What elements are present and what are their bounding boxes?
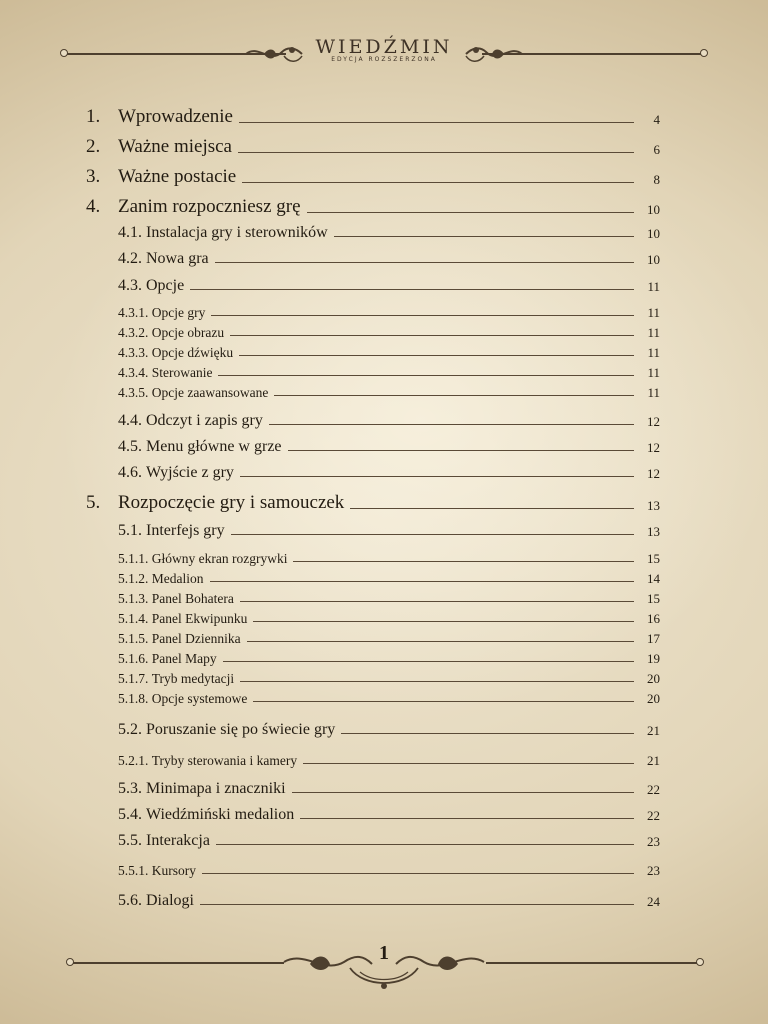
- toc-entry[interactable]: [86, 166, 660, 188]
- toc-number: 4.1.: [118, 224, 142, 241]
- toc-leader: [216, 844, 634, 845]
- toc-leader: [247, 641, 634, 642]
- toc-leader: [274, 395, 634, 396]
- toc-title: Zanim rozpoczniesz grę: [118, 196, 301, 217]
- toc-number: 5.6.: [118, 892, 142, 909]
- toc-page-number: 21: [647, 723, 660, 738]
- toc-number: 5.1.3.: [118, 591, 149, 606]
- toc-leader: [215, 262, 634, 263]
- toc-title: Ważne postacie: [118, 166, 237, 187]
- toc-number: 4.3.1.: [118, 305, 149, 320]
- toc-page-number: 16: [647, 611, 660, 626]
- toc-title: Opcje gry: [151, 305, 206, 320]
- toc-number: 5.1.7.: [118, 671, 149, 686]
- toc-page-number: 23: [647, 863, 660, 878]
- toc-title: Menu główne w grze: [146, 438, 282, 455]
- toc-page-number: 11: [647, 345, 660, 360]
- toc-entry[interactable]: [86, 591, 660, 607]
- toc-entry[interactable]: [86, 651, 660, 667]
- toc-page-number: 19: [647, 651, 660, 666]
- toc-page-number: 13: [647, 498, 660, 513]
- toc-number: 4.3.2.: [118, 325, 149, 340]
- toc-entry[interactable]: [86, 277, 660, 295]
- toc-leader: [303, 763, 634, 764]
- toc-number: 4.3.3.: [118, 345, 149, 360]
- toc-page-number: 20: [647, 691, 660, 706]
- toc-number: 1.: [86, 106, 101, 127]
- toc-title: Wyjście z gry: [146, 464, 234, 481]
- toc-title: Interfejs gry: [146, 522, 225, 539]
- toc-page-number: 11: [647, 279, 660, 294]
- toc-number: 4.3.4.: [118, 365, 149, 380]
- toc-page-number: 12: [647, 466, 660, 481]
- toc-page-number: 21: [647, 753, 660, 768]
- toc-leader: [238, 152, 634, 153]
- toc-title: Medalion: [151, 571, 204, 586]
- toc-leader: [300, 818, 634, 819]
- toc-entry[interactable]: [86, 250, 660, 268]
- toc-leader: [239, 355, 634, 356]
- toc-title: Opcje systemowe: [151, 691, 248, 706]
- toc-leader: [200, 904, 634, 905]
- toc-page-number: 11: [647, 385, 660, 400]
- game-logo: [0, 36, 768, 63]
- logo-subtitle: EDYCJA ROZSZERZONA: [331, 56, 437, 63]
- toc-entry[interactable]: [86, 780, 660, 798]
- toc-title: Opcje zaawansowane: [151, 385, 269, 400]
- toc-leader: [293, 561, 634, 562]
- toc-page-number: 10: [647, 202, 660, 217]
- toc-leader: [223, 661, 634, 662]
- toc-leader: [202, 873, 634, 874]
- toc-title: Interakcja: [146, 832, 210, 849]
- toc-number: 5.4.: [118, 806, 142, 823]
- toc-number: 5.1.6.: [118, 651, 149, 666]
- toc-number: 5.1.2.: [118, 571, 149, 586]
- toc-page-number: 6: [653, 142, 660, 157]
- toc-leader: [230, 335, 634, 336]
- toc-entry[interactable]: [86, 551, 660, 567]
- toc-page-number: 20: [647, 671, 660, 686]
- toc-number: 4.3.5.: [118, 385, 149, 400]
- page-footer: [0, 936, 768, 996]
- toc-leader: [269, 424, 634, 425]
- toc-entry[interactable]: [86, 196, 660, 218]
- toc-page-number: 11: [647, 365, 660, 380]
- toc-number: 5.3.: [118, 780, 142, 797]
- toc-page-number: 15: [647, 591, 660, 606]
- page-header: [0, 34, 768, 74]
- toc-leader: [231, 534, 634, 535]
- toc-page-number: 10: [647, 226, 660, 241]
- toc-entry[interactable]: [86, 365, 660, 381]
- toc-entry[interactable]: [86, 721, 660, 739]
- toc-title: Dialogi: [146, 892, 194, 909]
- toc-title: Opcje dźwięku: [151, 345, 234, 360]
- toc-title: Wiedźmiński medalion: [146, 806, 295, 823]
- toc-entry[interactable]: [86, 305, 660, 321]
- toc-leader: [210, 581, 635, 582]
- toc-page-number: 23: [647, 834, 660, 849]
- toc-leader: [292, 792, 634, 793]
- toc-leader: [239, 122, 634, 123]
- toc-page-number: 15: [647, 551, 660, 566]
- toc-leader: [242, 182, 634, 183]
- toc-leader: [341, 733, 634, 734]
- toc-page-number: 8: [653, 172, 660, 187]
- toc-entry[interactable]: [86, 671, 660, 687]
- toc-number: 5.: [86, 492, 101, 513]
- toc-number: 4.3.: [118, 277, 142, 294]
- toc-number: 5.5.: [118, 832, 142, 849]
- toc-page-number: 12: [647, 440, 660, 455]
- toc-entry[interactable]: [86, 106, 660, 128]
- toc-title: Ważne miejsca: [118, 136, 232, 157]
- toc-title: Opcje: [146, 277, 185, 294]
- toc-title: Instalacja gry i sterowników: [146, 224, 328, 241]
- toc-title: Kursory: [151, 863, 196, 878]
- toc-entry[interactable]: [86, 464, 660, 482]
- page-number: 1: [379, 942, 389, 964]
- toc-number: 4.2.: [118, 250, 142, 267]
- toc-leader: [240, 681, 634, 682]
- toc-leader: [307, 212, 634, 213]
- toc-leader: [240, 476, 634, 477]
- toc-entry[interactable]: [86, 753, 660, 769]
- toc-title: Tryby sterowania i kamery: [151, 753, 298, 768]
- toc-page-number: 10: [647, 252, 660, 267]
- toc-page-number: 4: [653, 112, 660, 127]
- toc-page-number: 22: [647, 782, 660, 797]
- toc-number: 2.: [86, 136, 101, 157]
- toc-title: Odczyt i zapis gry: [146, 412, 263, 429]
- toc-entry[interactable]: [86, 611, 660, 627]
- toc-number: 4.4.: [118, 412, 142, 429]
- toc-title: Panel Dziennika: [151, 631, 241, 646]
- toc-number: 5.2.1.: [118, 753, 149, 768]
- toc-title: Opcje obrazu: [151, 325, 225, 340]
- toc-number: 5.1.: [118, 522, 142, 539]
- toc-number: 5.2.: [118, 721, 142, 738]
- toc-leader: [218, 375, 634, 376]
- toc-page-number: 22: [647, 808, 660, 823]
- toc-page-number: 12: [647, 414, 660, 429]
- toc-leader: [240, 601, 634, 602]
- toc-entry[interactable]: [86, 345, 660, 361]
- toc-title: Główny ekran rozgrywki: [151, 551, 288, 566]
- toc-number: 4.5.: [118, 438, 142, 455]
- toc-entry[interactable]: [86, 571, 660, 587]
- toc-leader: [253, 621, 634, 622]
- toc-leader: [288, 450, 634, 451]
- toc-leader: [211, 315, 634, 316]
- toc-entry[interactable]: [86, 832, 660, 850]
- toc-entry[interactable]: [86, 892, 660, 910]
- toc-entry[interactable]: [86, 492, 660, 514]
- toc-leader: [253, 701, 634, 702]
- toc-entry[interactable]: [86, 136, 660, 158]
- toc-entry[interactable]: [86, 438, 660, 456]
- toc-number: 3.: [86, 166, 101, 187]
- toc-number: 5.5.1.: [118, 863, 149, 878]
- toc-entry[interactable]: [86, 412, 660, 430]
- toc-entry[interactable]: [86, 631, 660, 647]
- toc-page-number: 11: [647, 325, 660, 340]
- toc-leader: [334, 236, 634, 237]
- toc-page-number: 14: [647, 571, 660, 586]
- toc-number: 5.1.8.: [118, 691, 149, 706]
- logo-title: WIEDŹMIN: [315, 36, 453, 58]
- toc-title: Tryb medytacji: [151, 671, 235, 686]
- toc-leader: [350, 508, 634, 509]
- toc-entry[interactable]: [86, 224, 660, 242]
- toc-number: 5.1.1.: [118, 551, 149, 566]
- toc-number: 5.1.5.: [118, 631, 149, 646]
- toc-number: 4.6.: [118, 464, 142, 481]
- toc-number: 4.: [86, 196, 101, 217]
- toc-entry[interactable]: [86, 385, 660, 401]
- toc-page-number: 17: [647, 631, 660, 646]
- toc-leader: [190, 289, 634, 290]
- toc-entry[interactable]: [86, 522, 660, 540]
- toc-page-number: 11: [647, 305, 660, 320]
- toc-entry[interactable]: [86, 863, 660, 879]
- toc-entry[interactable]: [86, 325, 660, 341]
- toc-title: Panel Bohatera: [151, 591, 234, 606]
- toc-title: Minimapa i znaczniki: [146, 780, 286, 797]
- toc-title: Rozpoczęcie gry i samouczek: [118, 492, 345, 513]
- toc-title: Sterowanie: [151, 365, 213, 380]
- toc-title: Panel Mapy: [151, 651, 217, 666]
- toc-title: Panel Ekwipunku: [151, 611, 248, 626]
- toc-entry[interactable]: [86, 691, 660, 707]
- toc-page-number: 24: [647, 894, 660, 909]
- toc-title: Nowa gra: [146, 250, 209, 267]
- toc-entry[interactable]: [86, 806, 660, 824]
- toc-number: 5.1.4.: [118, 611, 149, 626]
- toc-page-number: 13: [647, 524, 660, 539]
- toc-title: Poruszanie się po świecie gry: [146, 721, 336, 738]
- toc-title: Wprowadzenie: [118, 106, 233, 127]
